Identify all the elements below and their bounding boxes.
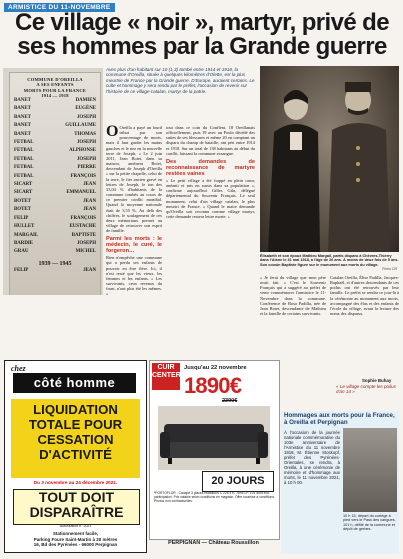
box-caption: 10 h 15, départ du cortège à pied vers le Pass des cangues, 101 h, défilé de la commune et dépôt de gerbes.: [343, 514, 396, 532]
memorial-name: FETBAL: [14, 148, 34, 154]
headline: Ce village « noir », martyr, privé de ses hommes par la Grande guerre: [15, 9, 389, 60]
section-kicker: ARMISTICE DU 11-NOVEMBRE: [4, 3, 115, 12]
ad-tout-doit-disparaitre: [13, 489, 140, 525]
memorial-name: JEAN: [83, 198, 96, 204]
memorial-name: ALPHONSE: [69, 148, 96, 154]
memorial-name: SICART: [14, 182, 33, 188]
column-2-text: tout dans ce coin du Conflent. 18 Oreillanais officiellement, puis 19 avec un Poulo décédé des suites de ses blessures et même 20 en comptant un disparu du champ de bataille, ont péri entre 1914 et 1918. Sur un total de 138 habitants au début du conflit, laissant la commune exsangue.: [166, 125, 255, 156]
memorial-name: JOSEPH: [76, 156, 96, 162]
article-column-2: [166, 125, 255, 219]
soldier-figure: [328, 72, 390, 252]
ad-liquidation-line: CESSATION: [37, 432, 114, 447]
ad-liquidation-line: D'ACTIVITÉ: [39, 447, 112, 462]
jours-word: JOURS: [226, 475, 265, 487]
memorial-name: DAMIEN: [75, 98, 96, 103]
jours-badge: [202, 471, 274, 492]
memorial-years: 1939 — 1945: [38, 260, 72, 267]
memorial-name: BANET: [14, 106, 31, 112]
ad-footer-line: 16, Bd des Pyrénées - 66000 Perpignan: [33, 542, 118, 548]
memorial-name: FRANÇOIS: [70, 215, 96, 221]
memorial-name-row: [14, 164, 96, 172]
ad-tout-line: DISPARAÎTRE: [29, 504, 124, 520]
jours-number: 20: [211, 475, 224, 487]
memorial-name: EMMANUEL: [66, 190, 96, 196]
memorial-name: THOMAS: [74, 131, 96, 137]
memorial-stone: [9, 72, 101, 295]
memorial-heading: COMMUNE D'OREILLA A SES ENFANTS MORTS POUR LA FRANCE 1914 — 1918: [23, 77, 87, 99]
memorial-name-row: [14, 248, 96, 256]
memorial-name: BANET: [14, 131, 31, 137]
memorial-name-row: [14, 114, 96, 122]
memorial-name: JEAN: [83, 267, 96, 273]
memorial-name: JEAN: [83, 207, 96, 213]
box-text: À l'occasion de la journée nationale commémorative du 103e anniversaire de l'Armistice du 11 novembre 1918, M. Étienne Stoskopf, préfet des Pyrénées-Orientales, se rendra, à Oreilla, à une cérémonie de mémoire et d'hommage aux morts, le 11 novembre 2021, à 10 h 00.: [284, 430, 340, 485]
subhead-2: Des demandes de reconnaissance de martyre restées vaines: [166, 158, 255, 177]
ad-offer-date: Jusqu'au 22 novembre: [184, 365, 247, 371]
ad-authorization: Autorisation n° 2021: [59, 524, 92, 528]
photo-caption: Élisabeth et son époux Mathieu Margail, partis disparu à Chèvres-Thierry dans l'Aisne le 31 mai 1918, à l'âge de 26 ans. À moins de deux fois de 5 ans. Son cousin Baptiste figure sur le monument aux morts du village.: [260, 254, 399, 267]
memorial-name: SICART: [14, 190, 33, 196]
memorial-name: HULLET: [14, 224, 35, 230]
article-column-4: Catalan Oreilla, Élise Padilla, Jacques-Raphaël, et d'autres descendants de ces poilus ont été retrouvés par leur famille. Le préfet se rendra ce jour-là à la cérémonie au monument aux morts, accompagné des élus et des enfants de l'école du village, avant la lecture des noms des disparus.: [330, 275, 399, 317]
memorial-name: FETBAL: [14, 156, 34, 162]
ad-price: 1890€: [184, 373, 242, 398]
ad-liquidation-banner: [11, 399, 140, 478]
memorial-name: BANET: [14, 114, 31, 120]
memorial-name-row: [14, 215, 96, 223]
memorial-name-row: [14, 206, 96, 214]
memorial-name: FELIP: [14, 215, 29, 221]
memorial-name-row: [14, 156, 96, 164]
memorial-name-row: [14, 97, 96, 105]
memorial-name: FETBAL: [14, 173, 34, 179]
memorial-name: BOTET: [14, 207, 31, 213]
memorial-name: EUGÈNE: [75, 106, 96, 112]
memorial-name-row: [14, 198, 96, 206]
woman-figure: [268, 80, 320, 252]
memorial-names: [14, 97, 96, 275]
article-intro: Avec plus d'un habitant sur 10 (1,3) tombé entre 1914 et 1918, la commune d'Oreilla, située à quelques kilomètres d'Olette, est la plus meurtrie de France par la Grande guerre. D'Europe, auraient certains. Le culte et hommage y sera rendu par le préfet, l'occasion de revenir sur l'histoire de ce village catalan, martyr de la patrie.: [106, 67, 255, 94]
box-photo: [343, 428, 397, 512]
memorial-name-row: [14, 105, 96, 113]
memorial-name: BOTET: [14, 198, 31, 204]
ad-dates: Du 3 novembre au 24 décembre 2021.: [33, 480, 118, 485]
column-2b-text: « Le petit village a été frappé en plein cœur, anéanti et mis en sursis dans sa population », confirme aujourd'hui Gilles Gila, délégué départemental du Souvenir Français. Le seul monument, celui d'un village catalan, le plus meurtri de France. « Quand le maire demande qu'Oreilla soit reconnu comme village martyr, cette demande restera lettre morte. »: [166, 177, 255, 220]
war-memorial-photo: [3, 68, 103, 295]
memorial-name: BAPTISTE: [71, 232, 96, 238]
memorial-name: BARDIE: [14, 240, 34, 246]
memorial-name: FELIP: [14, 267, 29, 273]
ad-brand-logo: côté homme: [13, 373, 136, 393]
pull-quote: « Le village compte les poilus d'an 14 »: [336, 384, 397, 395]
cuir-center-logo: CUIR CENTER: [152, 363, 180, 390]
subhead-1: Parmi les morts : le médecin, le curé, le forgeron…: [106, 236, 162, 255]
couple-photo: [260, 66, 399, 252]
memorial-name: JOSEPH: [76, 114, 96, 120]
ad-fine-print: *PORTOFLOR - Canapé 3 places relaxation. L 226 x H. 7894 LP. 101 dont éco-participation. Prix valable selon conditions en magasin. Offre soumise à conditions. Photos non contractuelles.: [154, 491, 275, 503]
ad-liquidation-line: LIQUIDATION: [33, 402, 118, 417]
ad-footer-line: Parking Foure Saint-Martin à 20 mètres: [33, 536, 118, 542]
memorial-name-row: [14, 131, 96, 139]
clothing-store-ad[interactable]: [4, 360, 147, 553]
furniture-store-ad[interactable]: [149, 360, 280, 540]
memorial-name: FETBAL: [14, 140, 34, 146]
memorial-name: PIERRE: [77, 165, 96, 171]
memorial-name: JEAN: [83, 182, 96, 188]
memorial-name: FETBAL: [14, 165, 34, 171]
column-1-text: Oreilla a payé un lourd tribut par son pourcentage de morts, mais il faut garder les mains gauches et le nez en la nouvelle terre de Joseph, « Le 2 juin 2011, Jean Botet, dans sa maison, amènera Botet, descendant de Joseph d'Oreilla » sur la petite chapelle, celui de la terre, le fier ancien gravé en lettres de Joseph, le ton des 33,04 % d'habitants de la commune tombés au cours de ce premier conflit mondial. Quand la moyenne nationale était de 3,55 %. Au delà des chiffres, le soulagement de ces deux mémoriaux permet au village de retrouver son esprit de famille.: [106, 125, 162, 234]
memorial-name: BANET: [14, 123, 31, 129]
memorial-name: JOSEPH: [76, 240, 96, 246]
memorial-name-row: [14, 147, 96, 155]
memorial-name-row: [14, 181, 96, 189]
memorial-name: EUSTACHE: [69, 224, 96, 230]
memorial-name: JOSEPH: [76, 140, 96, 146]
article-column-1: [106, 125, 162, 297]
ad-chez: chez: [11, 364, 26, 373]
dropcap: O: [106, 123, 119, 140]
memorial-name-row: [14, 223, 96, 231]
author-signature: Sophie Buhay: [362, 378, 392, 383]
memorial-name: GRAU: [14, 249, 29, 255]
article-column-3: « Je ferai du village que mon père avait fait. » C'est le Souvenir Français qui a suggéré au préfet de venir commémorer l'armistice le 11-Novembre dans la commune. Conférence de Rosa Padilla, née de Jean Botet, descendante de Mathieu et la famille de certains survivants.: [260, 275, 326, 317]
memorial-name-row: [14, 122, 96, 130]
ad-old-price: 2390€: [222, 398, 238, 404]
memorial-name-row: [14, 173, 96, 181]
column-1b-text: Rien n'empêche une commune qui a perdu ses enfants de pouvoir en être fière. Ici, il n'est resté que les vieux, les femmes et les enfants. « Les survivants, ceux revenus du front, n'ont plus été les mêmes. »: [106, 255, 162, 297]
memorial-name-row: [14, 267, 96, 275]
ad-footer: [11, 531, 140, 548]
memorial-name-row: [14, 189, 96, 197]
memorial-name: BANET: [14, 98, 31, 103]
ad-tout-line: TOUT DOIT: [38, 489, 115, 505]
ad-city-location: PERPIGNAN — Château Roussillon: [168, 540, 259, 546]
ad-footer-line: Stationnement facile,: [52, 531, 99, 536]
memorial-name: MARGAIL: [14, 232, 39, 238]
box-title: Hommages aux morts pour la France, à Oreilla et Perpignan: [284, 412, 395, 426]
ad-liquidation-line: TOTALE POUR: [28, 417, 123, 432]
memorial-name: GUILLAUME: [65, 123, 96, 129]
memorial-name-row: [14, 240, 96, 248]
memorial-name: FRANÇOIS: [70, 173, 96, 179]
memorial-name-row: [14, 232, 96, 240]
photo-credit: Photo DR: [382, 267, 398, 271]
sofa-image: [158, 406, 270, 470]
memorial-name-row: [14, 139, 96, 147]
memorial-name: MICHEL: [75, 249, 96, 255]
